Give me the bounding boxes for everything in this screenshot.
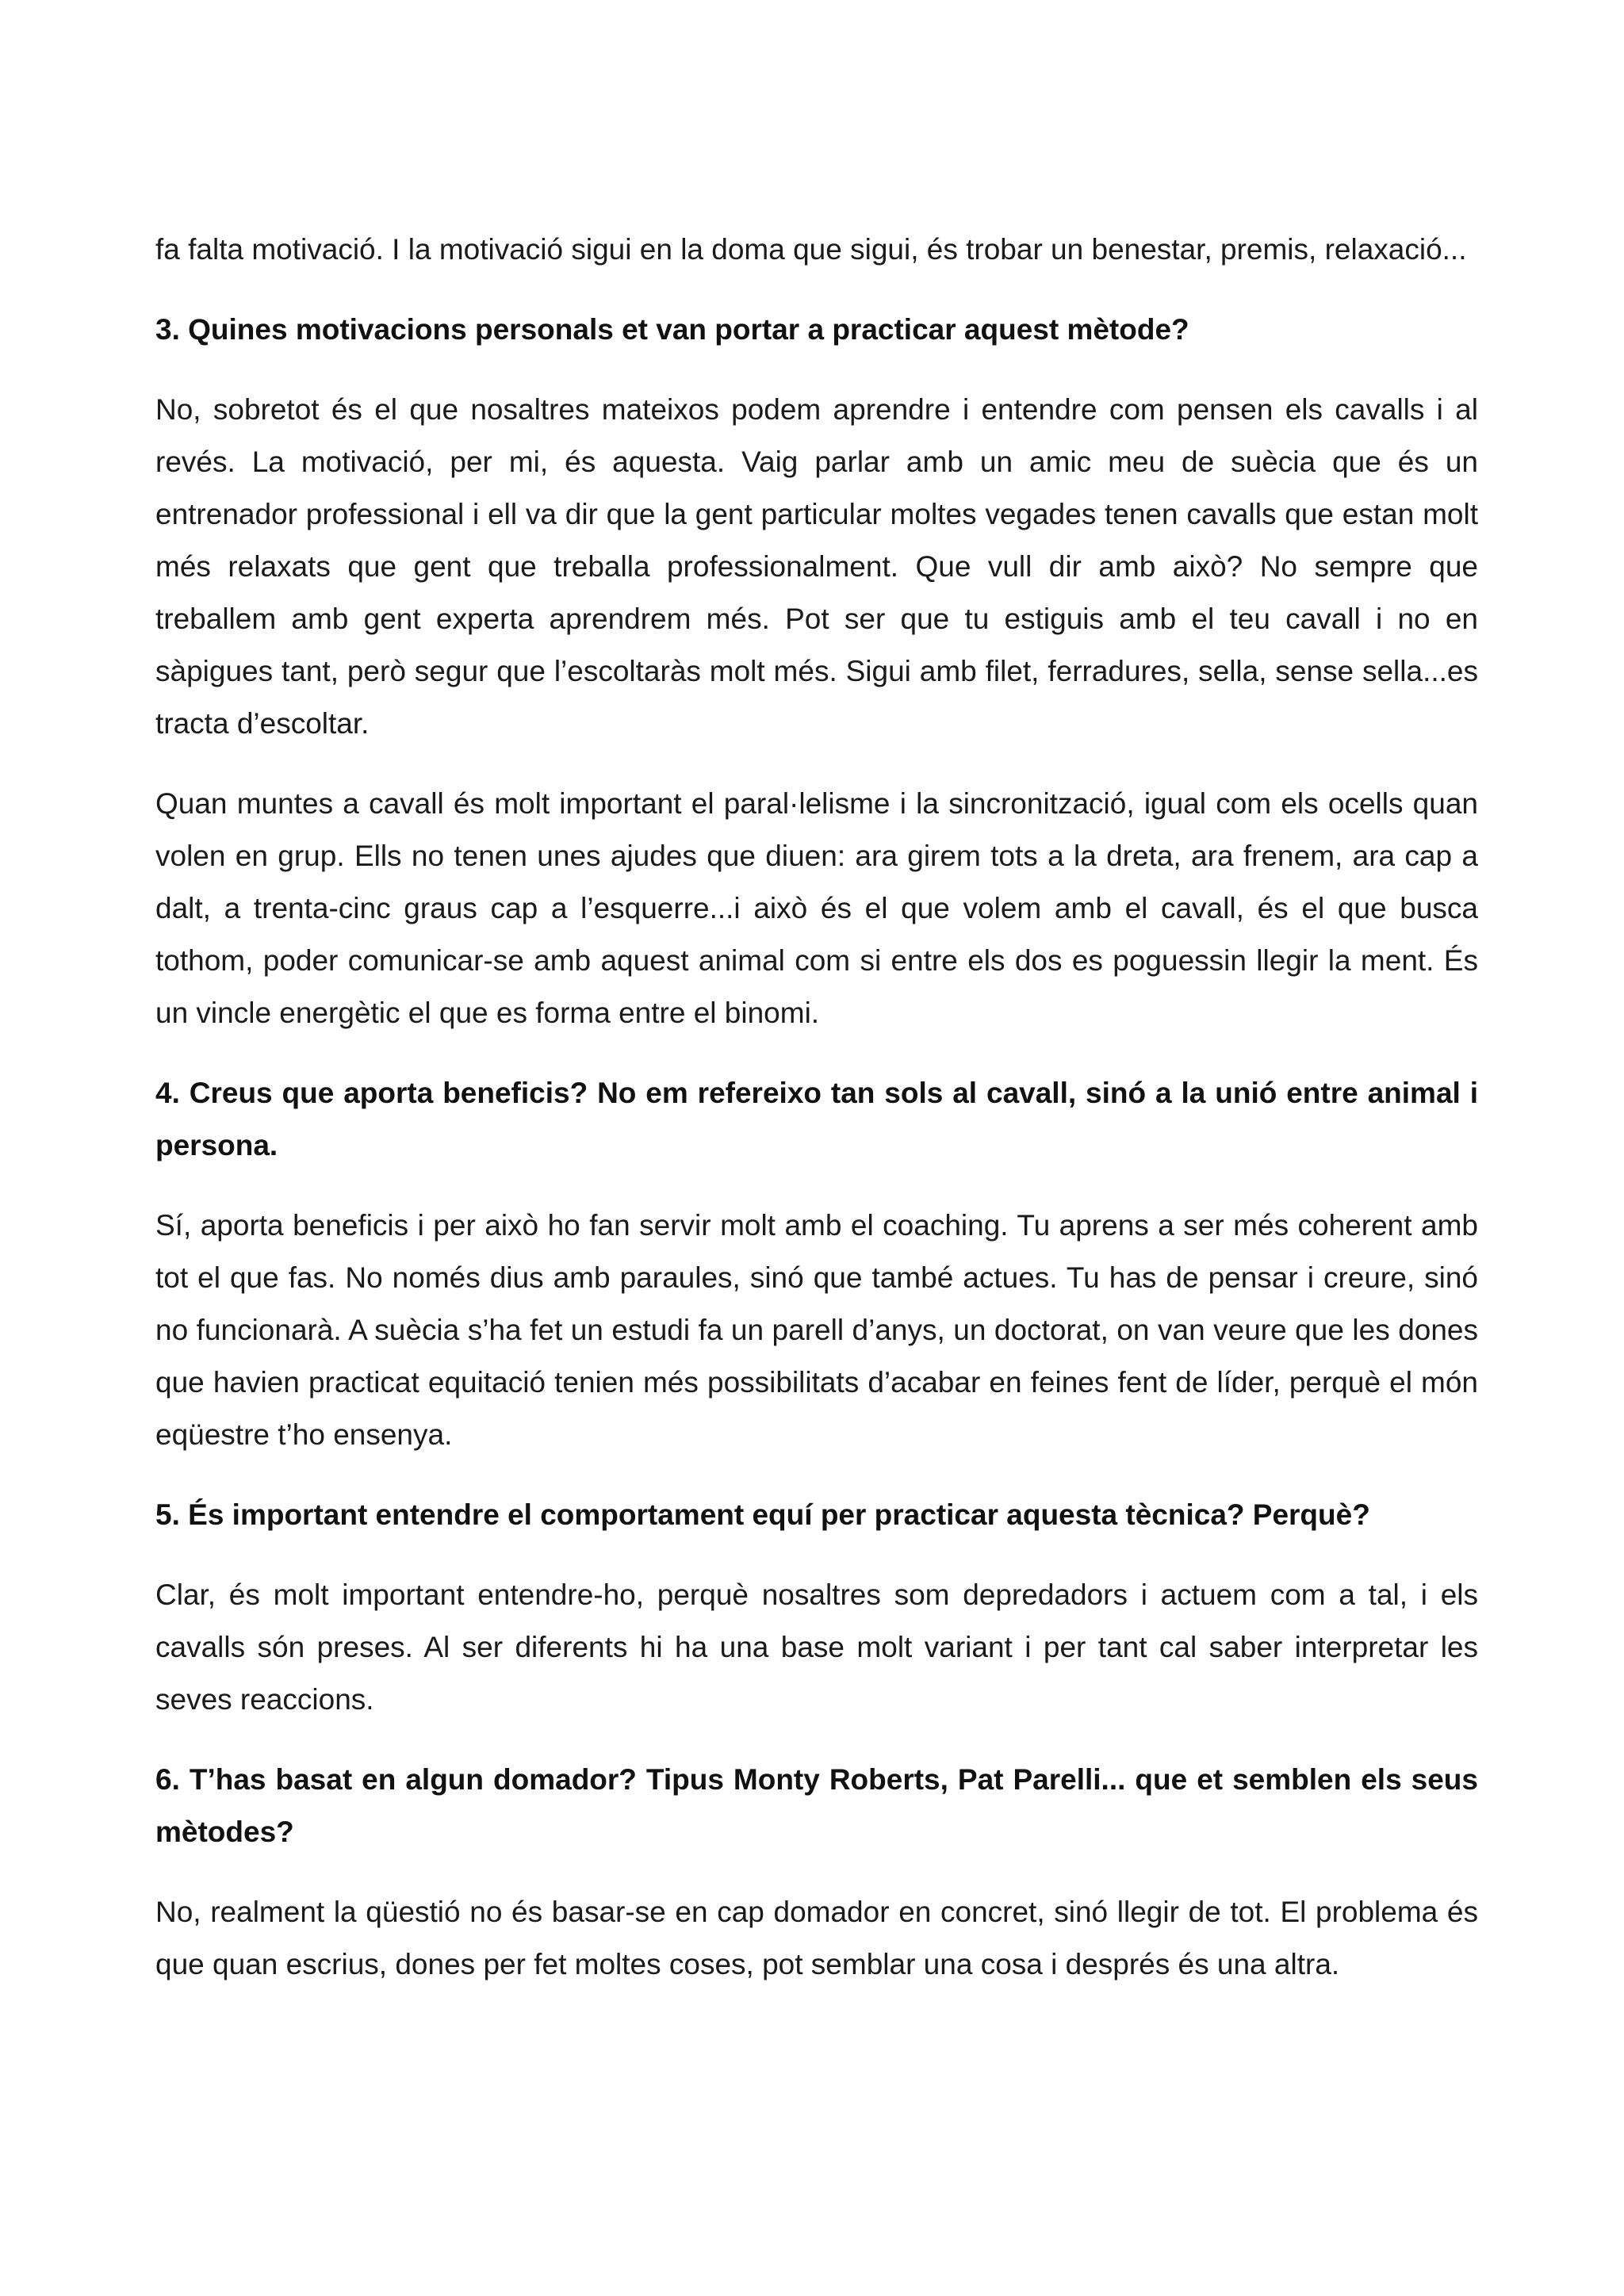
question-heading: 4. Creus que aporta beneficis? No em refereixo tan sols al cavall, sinó a la unió entre animal i persona. (155, 1077, 1478, 1161)
question-heading: 6. T’has basat en algun domador? Tipus Monty Roberts, Pat Parelli... que et semblen els seus mètodes? (155, 1763, 1478, 1848)
question-heading: 3. Quines motivacions personals et van portar a practicar aquest mètode? (155, 313, 1189, 346)
answer-paragraph: No, sobretot és el que nosaltres mateixos podem aprendre i entendre com pensen els cavalls i al revés. La motivació, per mi, és aquesta. Vaig parlar amb un amic meu de suècia que és un entrenador professional i ell va dir que la gent particular moltes vegades tenen cavalls que estan molt més relaxats que gent que treballa professionalment. Que vull dir amb això? No sempre que treballem amb gent experta aprendrem més. Pot ser que tu estiguis amb el teu cavall i no en sàpigues tant, però segur que l’escoltaràs molt més. Sigui amb filet, ferradures, sella, sense sella...es tracta d’escoltar. (155, 393, 1478, 740)
answer-paragraph: Quan muntes a cavall és molt important el paral·lelisme i la sincronització, igual com els ocells quan volen en grup. Ells no tenen unes ajudes que diuen: ara girem tots a la dreta, ara frenem, ara cap a dalt, a trenta-cinc graus cap a l’esquerre...i això és el que volem amb el cavall, és el que busca tothom, poder comunicar-se amb aquest animal com si entre els dos es poguessin llegir la ment. És un vincle energètic el que es forma entre el binomi. (155, 787, 1478, 1029)
document-page (155, 224, 1478, 2019)
answer-paragraph: Sí, aporta beneficis i per això ho fan servir molt amb el coaching. Tu aprens a ser més coherent amb tot el que fas. No només dius amb paraules, sinó que també actues. Tu has de pensar i creure, sinó no funcionarà. A suècia s’ha fet un estudi fa un parell d’anys, un doctorat, on van veure que les dones que havien practicat equitació tenien més possibilitats d’acabar en feines fent de líder, perquè el món eqüestre t’ho ensenya. (155, 1209, 1478, 1451)
answer-paragraph: fa falta motivació. I la motivació sigui en la doma que sigui, és trobar un benestar, premis, relaxació... (155, 233, 1467, 266)
answer-paragraph: Clar, és molt important entendre-ho, perquè nosaltres som depredadors i actuem com a tal, i els cavalls són preses. Al ser diferents hi ha una base molt variant i per tant cal saber interpretar les seves reaccions. (155, 1578, 1478, 1716)
question-heading: 5. És important entendre el comportament equí per practicar aquesta tècnica? Perquè? (155, 1498, 1370, 1531)
answer-paragraph: No, realment la qüestió no és basar-se en cap domador en concret, sinó llegir de tot. El problema és que quan escrius, dones per fet moltes coses, pot semblar una cosa i després és una altra. (155, 1896, 1478, 1980)
